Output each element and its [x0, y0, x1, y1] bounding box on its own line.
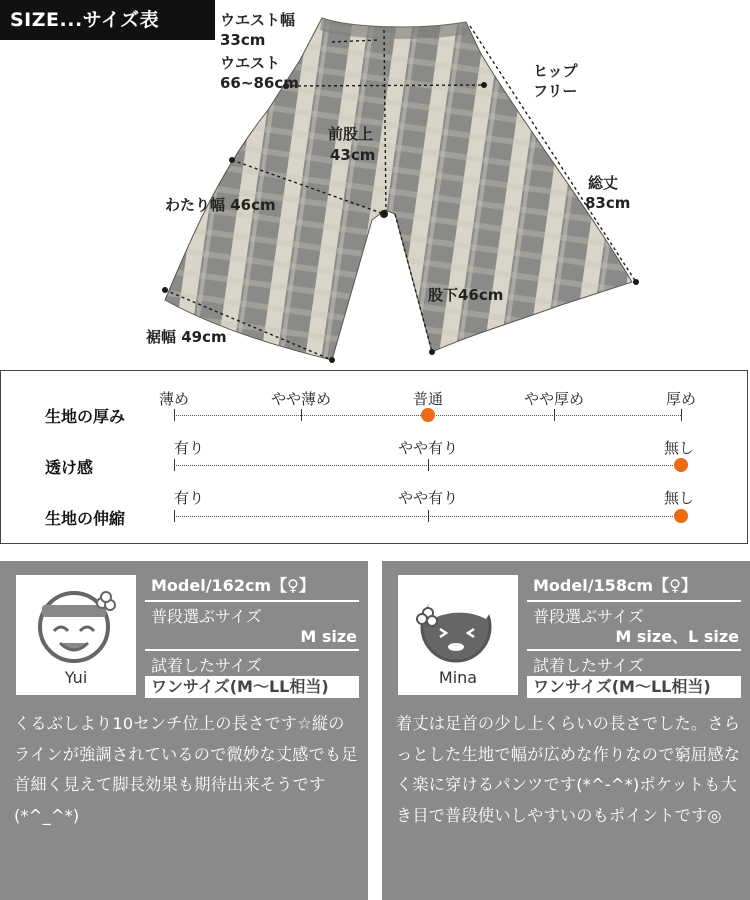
yui-face-icon	[16, 575, 136, 675]
waist-width-label: ウエスト幅	[220, 11, 296, 29]
pants-illustration	[0, 0, 750, 370]
tried-size-value: ワンサイズ(M〜LL相当)	[145, 676, 359, 698]
front-rise-value: 43cm	[330, 146, 376, 164]
waist-width-value: 33cm	[220, 31, 266, 49]
model-comment: くるぶしより10センチ位上の長さです☆縦のラインが強調されているので微妙な丈感でも足首細く見えて脚長効果も期待出来そうです(*^_^*)	[14, 714, 358, 825]
thickness-scale-0: 薄め	[158, 390, 190, 408]
fabric-properties-panel	[0, 370, 748, 544]
transparency-scale-2: 無し	[664, 439, 695, 457]
front-rise-label: 前股上	[328, 125, 374, 143]
stretch-scale-1: やや有り	[397, 489, 459, 507]
thickness-tick	[301, 409, 302, 421]
hip-label: ヒップ	[533, 62, 578, 80]
transparency-label: 透け感	[45, 458, 94, 477]
thickness-indicator-dot	[421, 408, 435, 422]
divider	[145, 600, 359, 602]
usual-size-value: M size、L size	[615, 627, 739, 646]
mina-face-icon	[398, 575, 518, 675]
tried-size-value: ワンサイズ(M〜LL相当)	[527, 676, 741, 698]
hem-width-label: 裾幅 49cm	[146, 328, 227, 346]
length-label: 総丈	[588, 174, 619, 192]
thickness-tick	[681, 409, 682, 421]
stretch-tick	[428, 510, 429, 522]
thickness-label: 生地の厚み	[45, 407, 126, 426]
thickness-scale-1: やや薄め	[270, 390, 332, 408]
size-header-tag: SIZE...サイズ表	[0, 0, 215, 40]
usual-size-label: 普段選ぶサイズ	[151, 607, 262, 626]
thickness-tick	[554, 409, 555, 421]
waist-value: 66~86cm	[220, 74, 299, 92]
transparency-tick	[428, 459, 429, 471]
divider	[527, 649, 741, 651]
transparency-scale-1: やや有り	[397, 439, 459, 457]
stretch-tick	[174, 510, 175, 522]
stretch-scale-2: 無し	[664, 489, 695, 507]
divider	[527, 600, 741, 602]
stretch-label: 生地の伸縮	[45, 509, 126, 528]
model-name: Mina	[438, 668, 478, 687]
model-name: Yui	[64, 668, 88, 687]
hip-value: フリー	[533, 82, 578, 100]
model-card-mina	[382, 561, 750, 900]
transparency-indicator-dot	[674, 458, 688, 472]
transparency-scale-0: 有り	[174, 439, 205, 457]
usual-size-label: 普段選ぶサイズ	[533, 607, 644, 626]
model-info	[527, 573, 741, 698]
thickness-scale-2: 普通	[412, 390, 444, 408]
transparency-tick	[174, 459, 175, 471]
stretch-scale-0: 有り	[174, 489, 205, 507]
model-title: Model/162cm【♀】	[151, 576, 315, 595]
divider	[145, 649, 359, 651]
model-info	[145, 573, 359, 698]
thickness-tick	[174, 409, 175, 421]
model-card-yui	[0, 561, 368, 900]
tried-size-label: 試着したサイズ	[533, 656, 644, 675]
usual-size-value: M size	[300, 627, 357, 646]
length-value: 83cm	[585, 194, 631, 212]
model-comment: 着丈は足首の少し上くらいの長さでした。さらっとした生地で幅が広めな作りなので窮屈感なく楽に穿けるパンツです(*^-^*)ポケットも大き目で普段使いしやすいのもポイントです◎	[396, 714, 741, 825]
model-avatar	[398, 575, 518, 695]
waist-label: ウエスト	[220, 54, 281, 72]
tried-size-label: 試着したサイズ	[151, 656, 262, 675]
inseam-label: 股下46cm	[428, 286, 504, 304]
thigh-width-label: わたり幅 46cm	[165, 196, 276, 214]
thickness-scale-4: 厚め	[665, 390, 697, 408]
model-avatar	[16, 575, 136, 695]
model-title: Model/158cm【♀】	[533, 576, 697, 595]
stretch-indicator-dot	[674, 509, 688, 523]
thickness-scale-3: やや厚め	[523, 390, 585, 408]
